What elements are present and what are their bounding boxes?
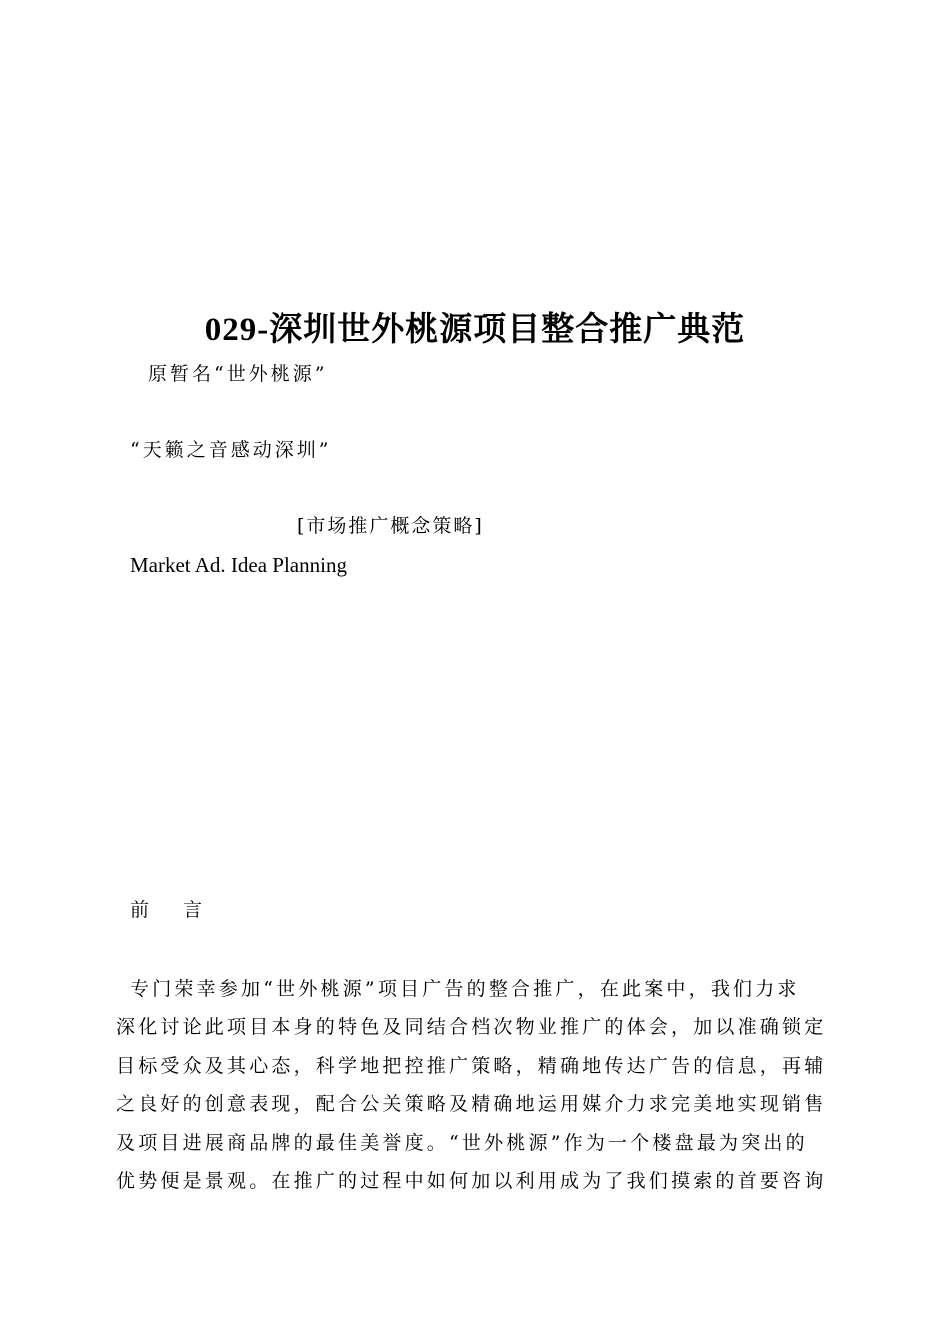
preface-line: 深化讨论此项目本身的特色及同结合档次物业推广的体会，加以准确锁定 — [116, 1016, 827, 1039]
concept-heading-english: Market Ad. Idea Planning — [130, 553, 347, 577]
original-name-subtitle: 原暂名“世外桃源” — [148, 363, 328, 385]
preface-line: 目标受众及其心态，科学地把控推广策略，精确地传达广告的信息，再辅 — [116, 1054, 827, 1077]
slogan-text: “天籁之音感动深圳” — [130, 439, 332, 461]
preface-line: 专门荣幸参加“世外桃源”项目广告的整合推广，在此案中，我们力求 — [130, 978, 800, 1000]
preface-line: 及项目进展商品牌的最佳美誉度。“世外桃源”作为一个楼盘最为突出的 — [116, 1131, 808, 1154]
preface-heading: 前 言 — [130, 899, 217, 921]
concept-heading: [市场推广概念策略] — [297, 515, 484, 537]
preface-line: 优势便是景观。在推广的过程中如何加以利用成为了我们摸索的首要咨询 — [116, 1170, 827, 1193]
document-title: 029-深圳世外桃源项目整合推广典范 — [204, 312, 746, 348]
preface-body — [116, 970, 836, 1200]
preface-line: 之良好的创意表现，配合公关策略及精确地运用媒介力求完美地实现销售 — [116, 1093, 827, 1116]
